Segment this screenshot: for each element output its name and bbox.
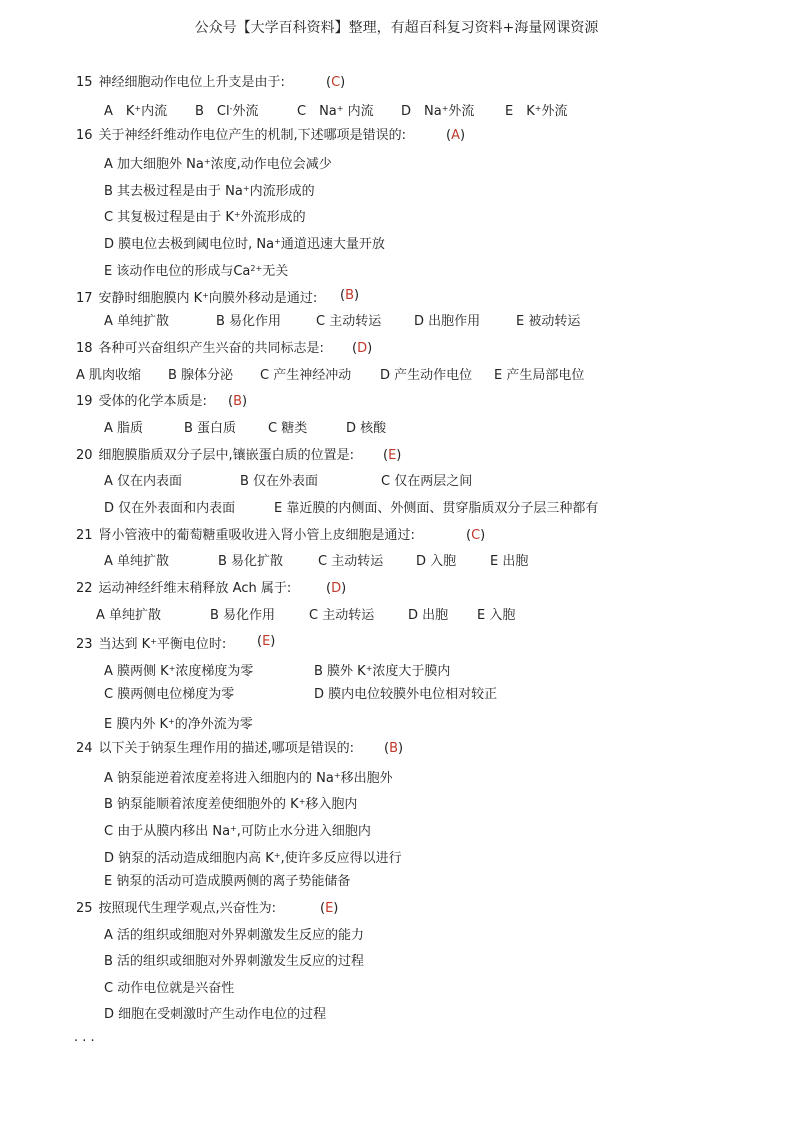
answer-option: D 膜内电位较膜外电位相对较正: [314, 687, 498, 702]
question-text: 各种可兴奋组织产生兴奋的共同标志是:: [98, 341, 324, 356]
question-stem: [76, 740, 354, 758]
answer-key: (E): [320, 901, 339, 916]
answer-option: B 易化作用: [216, 314, 282, 329]
answer-option: C Na+ 内流: [297, 104, 374, 119]
answer-option: B 腺体分泌: [168, 368, 234, 383]
question-stem: [76, 447, 354, 465]
answer-option: A 活的组织或细胞对外界刺激发生反应的能力: [104, 928, 365, 943]
answer-option: B 蛋白质: [184, 421, 237, 436]
answer-key: (E): [257, 634, 276, 649]
answer-option: E 出胞: [490, 554, 529, 569]
question-stem: [76, 287, 317, 308]
answer-option: E 钠泵的活动可造成膜两侧的离子势能储备: [104, 874, 351, 889]
answer-option: C 仅在两层之间: [381, 474, 473, 489]
answer-key: (B): [384, 741, 404, 756]
answer-option: C 主动转运: [309, 608, 375, 623]
answer-option: B Cl-外流: [195, 104, 259, 119]
answer-option: A K+内流: [104, 104, 168, 119]
answer-option: A 单纯扩散: [104, 554, 170, 569]
answer-option: D 膜电位去极到阈电位时, Na+通道迅速大量开放: [104, 237, 385, 252]
answer-option: A 单纯扩散: [96, 608, 162, 623]
question-number: 25: [76, 901, 93, 916]
question-stem: [76, 74, 285, 92]
question-text: 关于神经纤维动作电位产生的机制,下述哪项是错误的:: [98, 128, 407, 143]
question-text: 安静时细胞膜内 K+向膜外移动是通过:: [98, 291, 318, 306]
question-number: 24: [76, 741, 93, 756]
question-text: 神经细胞动作电位上升支是由于:: [98, 75, 285, 90]
answer-option: D 核酸: [346, 421, 387, 436]
answer-option: C 主动转运: [316, 314, 382, 329]
answer-option: E 入胞: [477, 608, 516, 623]
answer-option: C 膜两侧电位梯度为零: [104, 687, 235, 702]
answer-option: A 仅在内表面: [104, 474, 183, 489]
answer-key: (C): [466, 528, 486, 543]
question-text: 运动神经纤维末稍释放 Ach 属于:: [98, 581, 292, 596]
question-stem: [76, 127, 406, 145]
answer-option: A 单纯扩散: [104, 314, 170, 329]
answer-key: (A): [446, 128, 466, 143]
answer-option: B 仅在外表面: [240, 474, 319, 489]
question-number: 16: [76, 128, 93, 143]
answer-key: (C): [326, 75, 346, 90]
question-stem: [76, 633, 226, 654]
question-text: 细胞膜脂质双分子层中,镶嵌蛋白质的位置是:: [98, 448, 355, 463]
answer-option: B 其去极过程是由于 Na+内流形成的: [104, 184, 315, 199]
answer-option: A 脂质: [104, 421, 144, 436]
question-number: 22: [76, 581, 93, 596]
answer-option: B 易化扩散: [218, 554, 284, 569]
question-text: 按照现代生理学观点,兴奋性为:: [98, 901, 277, 916]
answer-key: (D): [326, 581, 347, 596]
answer-option: E 该动作电位的形成与$Ca^{2+}$无关: [104, 264, 289, 279]
answer-option: D 细胞在受刺激时产生动作电位的过程: [104, 1007, 327, 1022]
question-text: 受体的化学本质是:: [98, 394, 207, 409]
answer-key: (E): [383, 448, 402, 463]
answer-key: (D): [352, 341, 373, 356]
answer-option: C 动作电位就是兴奋性: [104, 981, 235, 996]
continuation-ellipsis: . . .: [74, 1030, 95, 1045]
answer-option: B 活的组织或细胞对外界刺激发生反应的过程: [104, 954, 365, 969]
answer-option: E 膜内外 K+的净外流为零: [104, 717, 253, 732]
answer-option: E 靠近膜的内侧面、外侧面、贯穿脂质双分子层三种都有: [274, 501, 599, 516]
question-text: 以下关于钠泵生理作用的描述,哪项是错误的:: [98, 741, 355, 756]
question-number: 20: [76, 448, 93, 463]
answer-option: C 由于从膜内移出 Na+,可防止水分进入细胞内: [104, 824, 371, 839]
answer-option: A 加大细胞外 Na+浓度,动作电位会减少: [104, 157, 332, 172]
question-stem: [76, 580, 291, 598]
answer-option: B 钠泵能顺着浓度差使细胞外的 K+移入胞内: [104, 797, 358, 812]
answer-option: A 膜两侧 K+浓度梯度为零: [104, 664, 254, 679]
question-number: 19: [76, 394, 93, 409]
answer-option: D 钠泵的活动造成细胞内高 K+,使许多反应得以进行: [104, 851, 402, 866]
answer-option: C 糖类: [268, 421, 308, 436]
answer-option: D 产生动作电位: [380, 368, 473, 383]
question-stem: [76, 900, 276, 918]
question-number: 21: [76, 528, 93, 543]
answer-option: C 其复极过程是由于 K+外流形成的: [104, 210, 306, 225]
question-text: 当达到 K+平衡电位时:: [98, 637, 227, 652]
answer-option: B 膜外 K+浓度大于膜内: [314, 664, 451, 679]
answer-option: D Na+外流: [401, 104, 475, 119]
question-number: 18: [76, 341, 93, 356]
answer-option: D 出胞作用: [414, 314, 481, 329]
answer-key: (B): [228, 394, 248, 409]
answer-option: A 钠泵能逆着浓度差将进入细胞内的 Na+移出胞外: [104, 771, 393, 786]
answer-option: E 产生局部电位: [494, 368, 585, 383]
question-stem: [76, 393, 207, 411]
question-number: 17: [76, 291, 93, 306]
question-stem: [76, 340, 324, 358]
answer-option: D 出胞: [408, 608, 449, 623]
answer-option: E K+外流: [505, 104, 568, 119]
question-number: 23: [76, 637, 93, 652]
answer-option: E 被动转运: [516, 314, 581, 329]
answer-option: B 易化作用: [210, 608, 276, 623]
answer-option: D 仅在外表面和内表面: [104, 501, 236, 516]
page-header: 公众号【大学百科资料】整理，有超百科复习资料+海量网课资源: [194, 20, 599, 36]
answer-option: A 肌肉收缩: [76, 368, 142, 383]
answer-option: C 主动转运: [318, 554, 384, 569]
answer-key: (B): [340, 288, 360, 303]
question-number: 15: [76, 75, 93, 90]
answer-option: D 入胞: [416, 554, 457, 569]
question-text: 肾小管液中的葡萄糖重吸收进入肾小管上皮细胞是通过:: [98, 528, 415, 543]
answer-option: C 产生神经冲动: [260, 368, 352, 383]
question-stem: [76, 527, 415, 545]
